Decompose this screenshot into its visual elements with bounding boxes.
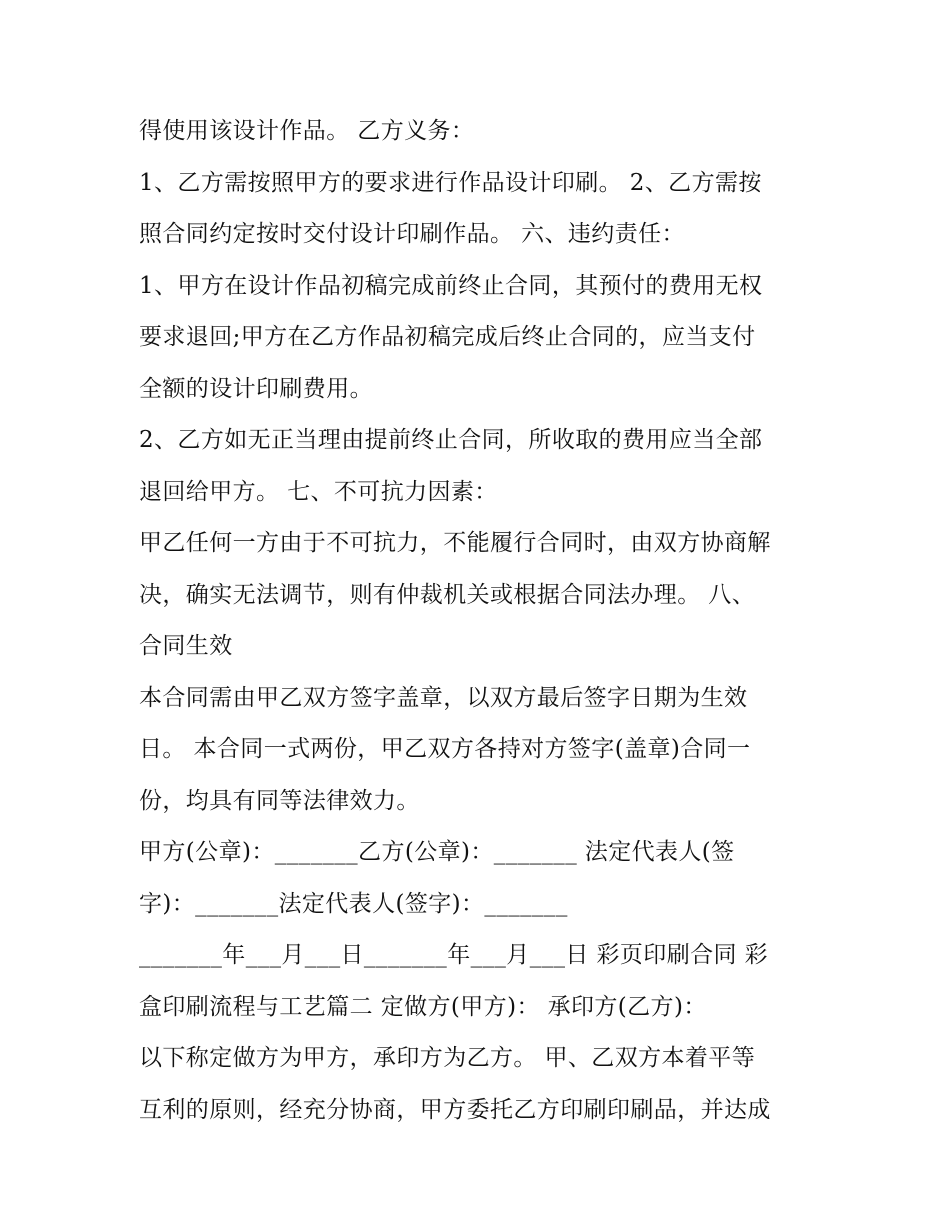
text-line: 合同生效	[139, 633, 233, 659]
text-line: 甲乙任何一方由于不可抗力，不能履行合同时，由双方协商解	[139, 530, 771, 556]
text-line: 互利的原则，经充分协商，甲方委托乙方印刷印刷品，并达成	[139, 1096, 771, 1123]
signature-line: 字)：_______法定代表人(签字)：_______	[139, 890, 568, 917]
text-line: 要求退回;甲方在乙方作品初稿完成后终止合同的，应当支付	[139, 324, 756, 350]
text-line: 日。 本合同一式两份，甲乙双方各持对方签字(盖章)合同一	[139, 736, 751, 762]
text-line: 2、乙方如无正当理由提前终止合同，所收取的费用应当全部	[139, 427, 763, 453]
text-line: 决，确实无法调节，则有仲裁机关或根据合同法办理。 八、	[139, 581, 756, 608]
text-line: 份，均具有同等法律效力。	[139, 787, 420, 814]
date-line: _______年___月___日_______年___月___日 彩页印刷合同 彩	[139, 942, 769, 968]
text-line: 得使用该设计作品。 乙方义务：	[139, 118, 475, 144]
text-line: 1、甲方在设计作品初稿完成前终止合同，其预付的费用无权	[139, 272, 763, 299]
text-line: 盒印刷流程与工艺篇二 定做方(甲方)： 承印方(乙方)：	[139, 993, 707, 1020]
contract-body-text	[139, 106, 829, 1136]
text-line: 照合同约定按时交付设计印刷作品。 六、违约责任：	[139, 221, 685, 247]
signature-line: 甲方(公章)：_______乙方(公章)：_______ 法定代表人(签	[139, 839, 735, 865]
text-line: 以下称定做方为甲方，承印方为乙方。 甲、乙双方本着平等	[139, 1045, 756, 1071]
text-line: 本合同需由甲乙双方签字盖章，以双方最后签字日期为生效	[139, 684, 748, 711]
text-line: 退回给甲方。 七、不可抗力因素：	[139, 478, 498, 505]
text-line: 全额的设计印刷费用。	[139, 375, 373, 402]
text-line: 1、乙方需按照甲方的要求进行作品设计印刷。 2、乙方需按	[139, 169, 762, 196]
